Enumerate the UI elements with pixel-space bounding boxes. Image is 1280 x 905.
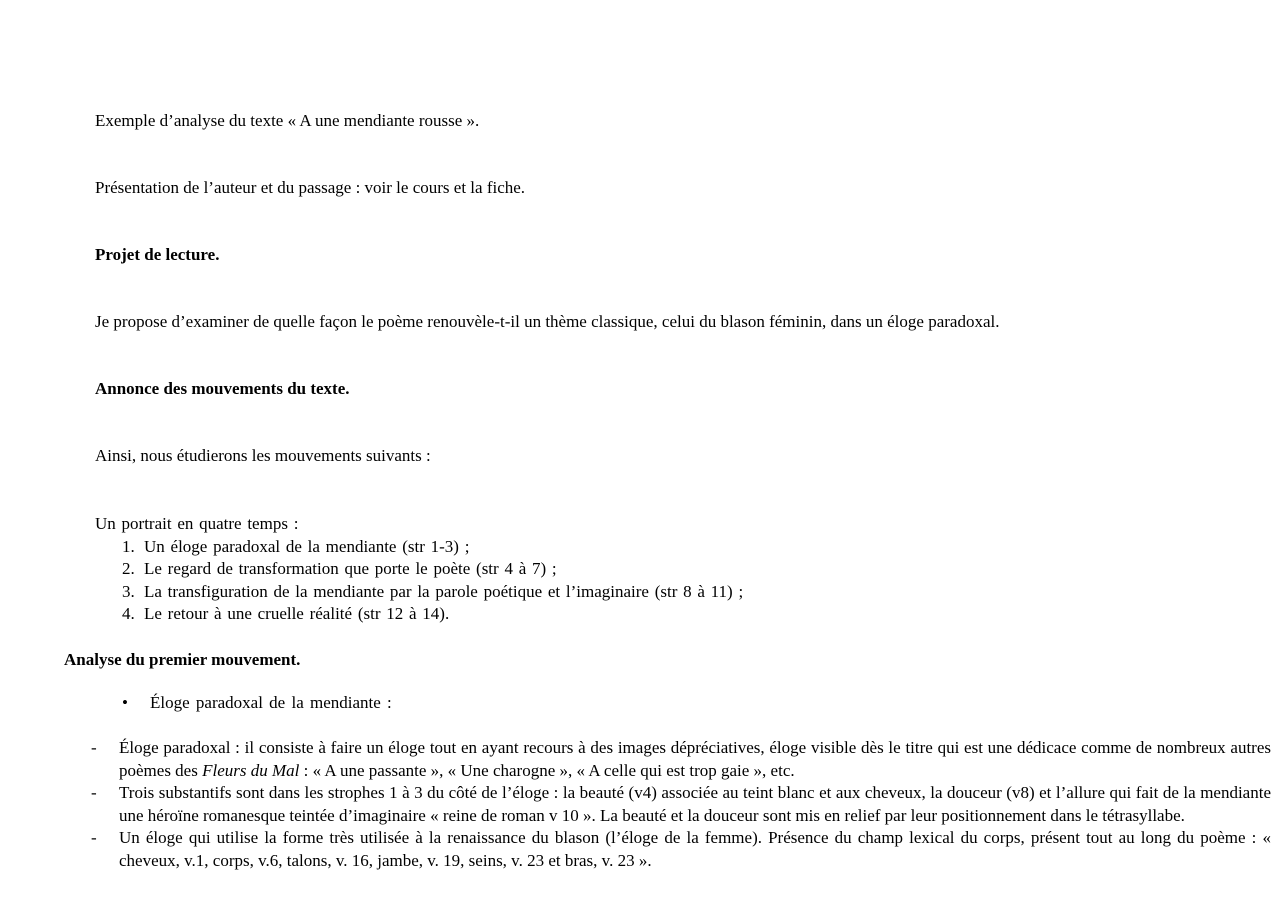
list-number: 4. <box>122 603 135 623</box>
bullet-item <box>122 692 392 715</box>
list-item <box>122 558 743 580</box>
list-item <box>122 581 743 603</box>
work-title-italic: Fleurs du Mal <box>202 760 300 780</box>
point-text: Un éloge qui utilise la forme très utilisée à la renaissance du blason (l’éloge de la femme). Présence du champ lexical du corps, présent tout au long du poème : « cheveux, v.1, corps, v.6, talons, v. 16, jambe, v. 19, seins, v. 23 et bras, v. 23 ». <box>119 828 1271 870</box>
list-item-text: Un éloge paradoxal de la mendiante (str 1-3) ; <box>144 537 470 556</box>
list-item <box>91 827 1271 872</box>
presentation-line: Présentation de l’auteur et du passage : voir le cours et la fiche. <box>95 178 526 197</box>
point-text: : « A une passante », « Une charogne », « A celle qui est trop gaie », etc. <box>299 760 795 780</box>
bullet-icon: • <box>122 693 128 712</box>
movements-intro: Ainsi, nous étudierons les mouvements suivants : <box>95 446 431 465</box>
point-text: Éloge paradoxal : il consiste à faire un éloge tout en ayant recours à des images dépréciatives, éloge visible dès le titre qui est une dédicace comme de nombreux autres poèmes des <box>119 738 1271 780</box>
list-number: 1. <box>122 537 135 556</box>
reading-project-heading: Projet de lecture. <box>95 245 220 264</box>
list-number: 2. <box>122 559 135 579</box>
list-item-text: La transfiguration de la mendiante par la parole poétique et l’imaginaire (str 8 à 11) ; <box>144 581 744 601</box>
list-number: 3. <box>122 581 135 601</box>
bullet-item-text: Éloge paradoxal de la mendiante : <box>150 693 392 712</box>
list-item <box>91 782 1271 827</box>
list-item <box>91 737 1271 782</box>
reading-project-text: Je propose d’examiner de quelle façon le poème renouvèle-t-il un thème classique, celui du blason féminin, dans un éloge paradoxal. <box>95 312 1000 331</box>
point-text: Trois substantifs sont dans les strophes 1 à 3 du côté de l’éloge : la beauté (v4) associée au teint blanc et aux cheveux, la douceur (v8) et l’allure qui fait de la mendiante une héroïne romanesque teintée d’imaginaire « reine de roman v 10 ». La beauté et la douceur sont mis en relief par leur positionnement dans le tétrasyllabe. <box>119 783 1271 825</box>
analysis-heading: Analyse du premier mouvement. <box>64 650 301 669</box>
document-title-line: Exemple d’analyse du texte « A une mendiante rousse ». <box>95 111 480 130</box>
portrait-intro: Un portrait en quatre temps : <box>95 514 299 533</box>
dash-icon: - <box>91 828 97 847</box>
list-item-text: Le regard de transformation que porte le poète (str 4 à 7) ; <box>144 559 557 579</box>
list-item-text: Le retour à une cruelle réalité (str 12 à 14). <box>144 603 450 623</box>
dash-icon: - <box>91 783 97 802</box>
list-item <box>122 603 743 625</box>
movements-heading: Annonce des mouvements du texte. <box>95 379 350 398</box>
dash-icon: - <box>91 738 97 757</box>
movements-list <box>122 536 743 625</box>
analysis-points-list <box>91 737 1271 872</box>
list-item <box>122 536 743 558</box>
